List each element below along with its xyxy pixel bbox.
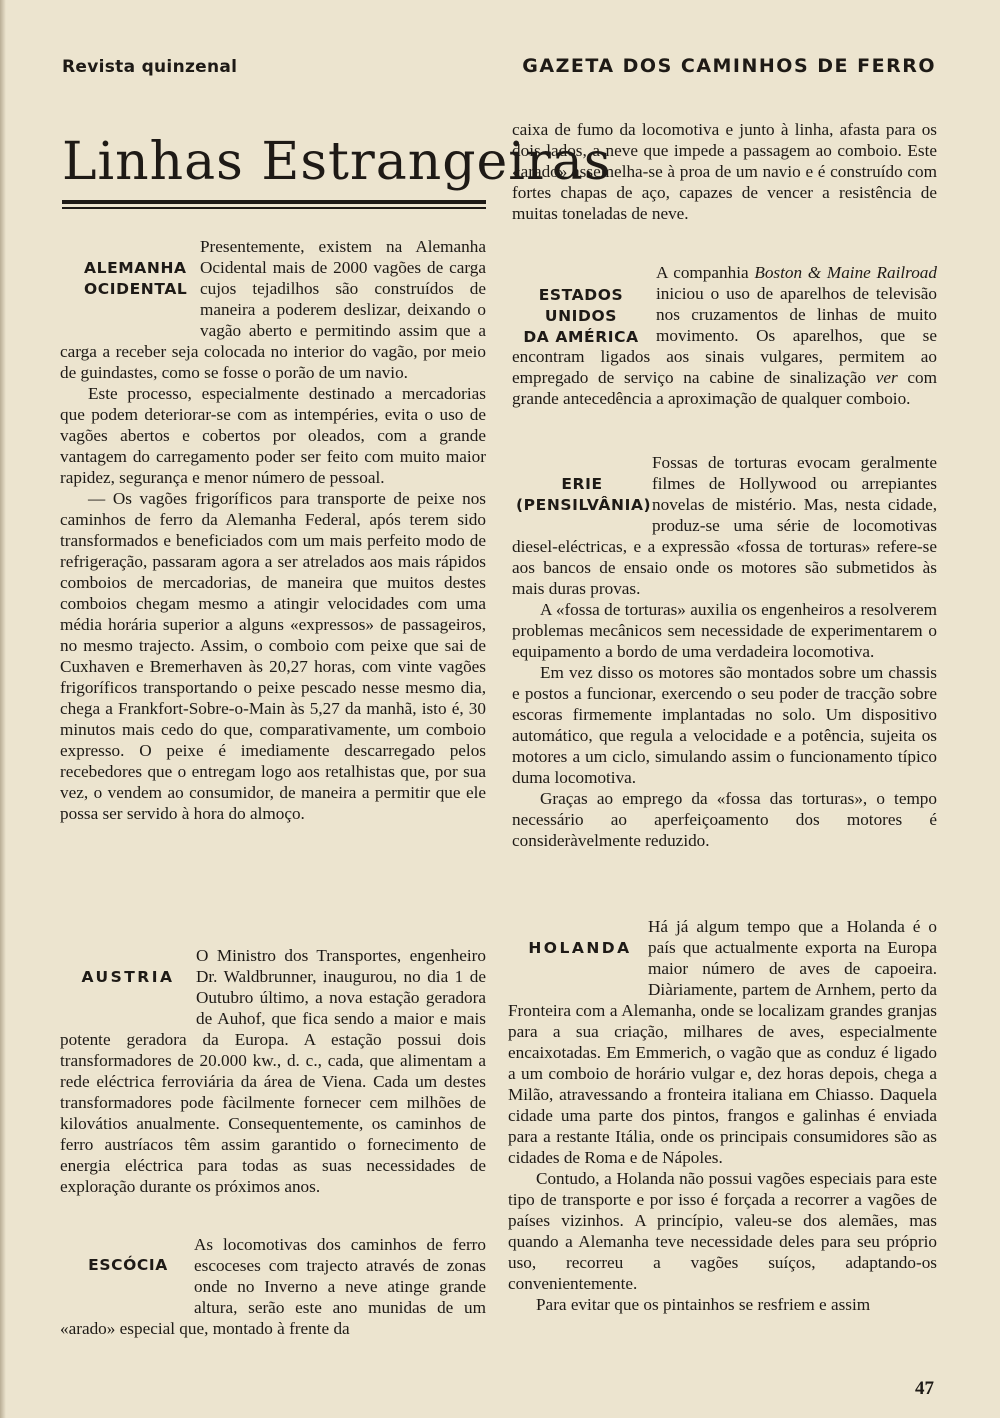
alemanha-paragraph-1: Presentemente, existem na Alemanha Ocidental mais de 2000 vagões de carga cujos tejadilhos são construídos de maneira a poderem deslizar, deixando o vagão aberto e permitindo assim que a carga a receber seja colocada no interior do vagão, por meio de guindastes, como se fosse o porão de um navio. xyxy=(60,237,486,382)
escocia-paragraph-cont: caixa de fumo da locomotiva e junto à linha, afasta para os dois lados, a neve que impede a passagem ao comboio. Este «arado» assemelha-se à proa de um navio e é construído com fortes chapas de aço, capazes de vencer a resistência de muitas toneladas de neve. xyxy=(512,120,937,223)
heading-spacer xyxy=(512,452,652,536)
escocia-continuation xyxy=(512,119,937,224)
heading-spacer xyxy=(60,945,196,1009)
page-binding-edge xyxy=(0,0,6,1418)
erie-body xyxy=(512,452,937,851)
austria-paragraph-1: O Ministro dos Transportes, engenheiro Dr. Waldbrunner, inaugurou, no dia 1 de Outubro último, a nova estação geradora de Auhof, que fica sendo a maior e mais potente geradora da Europa. A estação possui dois transformadores de 20.000 kw., d. c., cada, que alimentam a rede eléctrica ferroviária da área de Viena. Cada um destes transformadores pode fàcilmente fornecer cem milhões de kilovátios anualmente. Consequentemente, os caminhos de ferro austríacos têm assim garantido o fornecimento de energia eléctrica para todas as suas necessidades de exploração durante os próximos anos. xyxy=(60,946,486,1196)
heading-spacer xyxy=(508,916,648,980)
eua-paragraph-1: A companhia Boston & Maine Railroad iniciou o uso de aparelhos de televisão nos cruzamentos de linhas de muito movimento. Os aparelhos, que se encontram ligados aos sinais vulgares, permitem ao empregado de serviço na cabine de sinalização ver com grande antecedência a aproximação de qualquer comboio. xyxy=(512,263,937,408)
section-heading-erie: ERIE (PENSILVÂNIA) xyxy=(516,475,652,514)
title-rule-thin xyxy=(62,207,486,209)
alemanha-paragraph-2: Este processo, especialmente destinado a mercadorias que podem deteriorar-se com as intempéries, evita o uso de vagões abertos e cobertos por oleados, com a grande vantagem do carregamento poder ser feito com muito maior rapidez, segurança e menor número de pessoal. xyxy=(60,384,486,487)
section-heading-holanda: HOLANDA xyxy=(528,939,632,957)
holanda-paragraph-2: Contudo, a Holanda não possui vagões especiais para este tipo de transporte e por isso é forçada a recorrer a vagões de países vizinhos. A princípio, valeu-se dos alemães, mas quando a Alemanha teve necessidade deles para seu próprio uso, recorreu a vagões suíços, adaptando-os convenientemente. xyxy=(508,1169,937,1293)
header-publication-title: GAZETA DOS CAMINHOS DE FERRO xyxy=(522,55,936,77)
austria-body xyxy=(60,945,486,1225)
heading-spacer xyxy=(512,262,656,346)
article-title: Linhas Estrangeiras xyxy=(62,132,612,192)
holanda-body xyxy=(508,916,937,1315)
erie-paragraph-2: A «fossa de torturas» auxilia os engenheiros a resolverem problemas mecânicos sem necessidade de experimentarem o equipamento a bordo de uma verdadeira locomotiva. xyxy=(512,600,937,661)
section-heading-eua: ESTADOS UNIDOS DA AMÉRICA xyxy=(523,286,639,346)
erie-paragraph-1: Fossas de torturas evocam geralmente filmes de Hollywood ou arrepiantes novelas de mistério. Mas, nesta cidade, produz-se uma série de locomotivas diesel-eléctricas, e a expressão «fossa de torturas» refere-se aos bancos de ensaio onde os motores são submetidos às mais duras provas. xyxy=(512,453,937,598)
heading-spacer xyxy=(60,236,200,322)
escocia-paragraph-1: As locomotivas dos caminhos de ferro escoceses com trajecto através de zonas onde no Inverno a neve atinge grande altura, serão este ano munidas de um «arado» especial que, montado à frente da xyxy=(60,1235,486,1338)
alemanha-body xyxy=(60,236,486,936)
holanda-paragraph-1: Há já algum tempo que a Holanda é o país que actualmente exporta na Europa maior número de aves de capoeira. Diàriamente, partem de Arnhem, perto da Fronteira com a Alemanha, onde se localizam grandes granjas para a sua criação, milhares de aves, especialmente encaixotadas. Em Emmerich, o vagão que as conduz é ligado a um comboio de horário vulgar e, dez horas depois, chega a Milão, atravessando a fronteira italiana em Chiasso. Daquela cidade uma parte dos pintos, frangos e galinhas é enviada para a restante Itália, onde os principais consumidores são as cidades de Roma e de Nápoles. xyxy=(508,917,937,1167)
page-number: 47 xyxy=(915,1378,934,1399)
erie-paragraph-4: Graças ao emprego da «fossa das torturas», o tempo necessário ao aperfeiçoamento dos motores é consideràvelmente reduzido. xyxy=(512,789,937,850)
emphasis-ver: ver xyxy=(875,368,898,387)
eua-body xyxy=(512,262,937,409)
section-heading-austria: AUSTRIA xyxy=(81,968,175,986)
section-heading-alemanha: ALEMANHA OCIDENTAL xyxy=(84,259,188,298)
holanda-paragraph-3: Para evitar que os pintainhos se resfriem e assim xyxy=(536,1295,871,1314)
alemanha-paragraph-3: — Os vagões frigoríficos para transporte de peixe nos caminhos de ferro da Alemanha Federal, após terem sido transformados e beneficiados com um mais perfeito modo de refrigeração, passaram agora a ser atrelados aos mais rápidos comboios de mercadorias, de maneira que muitos destes comboios chegam mesmo a atingir velocidades com uma média horária superior a alguns «expressos» de passageiros, no mesmo trajecto. Assim, o comboio com peixe que sai de Cuxhaven e Bremerhaven às 20,27 horas, com vinte vagões frigoríficos transportando o peixe pescado nesse mesmo dia, chega a Frankfort-Sobre-o-Main às 5,27 da manhã, isto é, 30 minutos mais cedo do que, comparativamente, um comboio expresso. O peixe é imediamente descarregado pelos recebedores que o entregam logo aos retalhistas que, por sua vez, o vendem ao consumidor, de maneira a permitir que ele possa ser servido à hora do almoço. xyxy=(60,489,486,823)
escocia-body xyxy=(60,1234,486,1364)
company-name: Boston & Maine Railroad xyxy=(754,263,937,282)
header-periodicity: Revista quinzenal xyxy=(62,57,238,77)
title-rule-thick xyxy=(62,200,486,204)
section-heading-escocia: ESCÓCIA xyxy=(88,1256,168,1274)
article-title-block xyxy=(62,118,612,224)
heading-spacer xyxy=(60,1234,194,1298)
erie-paragraph-3: Em vez disso os motores são montados sobre um chassis e postos a funcionar, exercendo o seu poder de tracção sobre escoras firmemente implantadas no solo. Um dispositivo automático, que regula a velocidade e a potência, sujeita os motores a um ciclo, simulando assim o funcionamento típico duma locomotiva. xyxy=(512,663,937,787)
